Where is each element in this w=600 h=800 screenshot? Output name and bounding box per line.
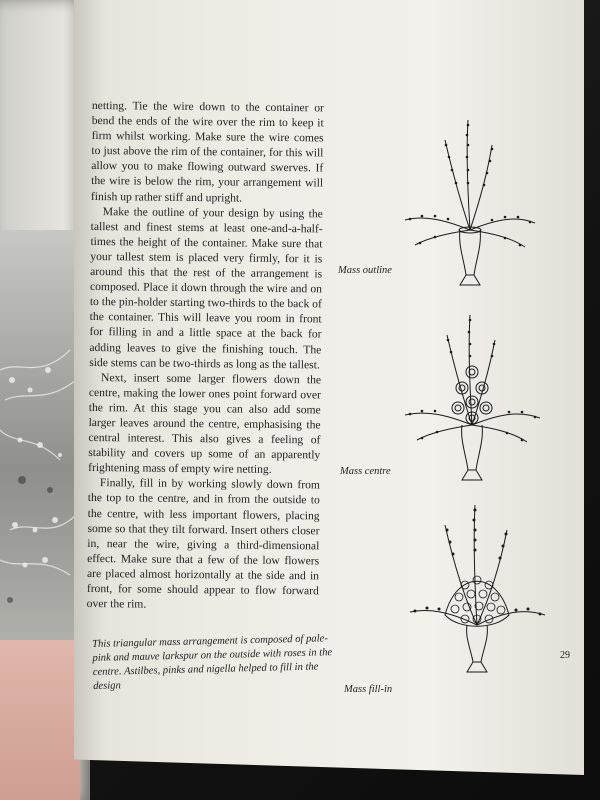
paragraph-2: Make the outline of your design by using the tallest and finest stems at least one-and-a-half-times the height of the container. Make sure that your tallest stem is placed very firmly, for it is around this that the rest of the arrangement is composed. Place it down through the wire and on to the pin-holder starting two-thirds to the back of the container. This will leave you room in front for filling in and a little space at the back for adding leaves to give the finishing touch. The side stems can be two-thirds as long as the tallest.: [89, 204, 323, 371]
paragraph-3: Next, insert some larger flowers down the centre, making the lower ones point forward over the rim. At this stage you can also add some larger leaves around the centre, emphasising the central interest. This also gives a feeling of stability and covers up some of an apparently frightening mass of empty wire netting.: [88, 370, 322, 477]
facing-page-bottom: [0, 640, 80, 800]
mass-outline-label: Mass outline: [338, 265, 392, 276]
paragraph-4: Finally, fill in by working slowly down from the top to the centre, and in from the outside to the centre, with less important flowers, placing some so that they tilt forward. Insert others closer in, near the wire, giving a third-dimensional effect. Make sure that a few of the low flowers are placed almost horizontally at the side and in front, for some should appear to flow forward over the rim.: [86, 476, 321, 611]
mass-outline-illustration: [400, 115, 540, 290]
page-number: 29: [560, 650, 570, 661]
photo-caption: This triangular mass arrangement is composed of pale-pink and mauve larkspur on the outside with roses in the centre. Astilbes, pinks and nigella helped to fill in the design: [92, 633, 333, 692]
body-text: [87, 98, 324, 614]
mass-fill-in-label: Mass fill-in: [344, 684, 393, 695]
mass-centre-illustration: [400, 310, 545, 485]
facing-page-photo: [0, 230, 76, 710]
mass-fill-in-illustration: [405, 500, 550, 680]
paragraph-1: netting. Tie the wire down to the container or bend the ends of the wire over the rim to keep it firm whilst working. Make sure the wire comes to just above the rim of the container, for this will allow you to make flowing outward swerves. If the wire is below the rim, your arrangement will finish up rather stiff and upright.: [90, 98, 324, 205]
mass-centre-label: Mass centre: [340, 466, 391, 477]
